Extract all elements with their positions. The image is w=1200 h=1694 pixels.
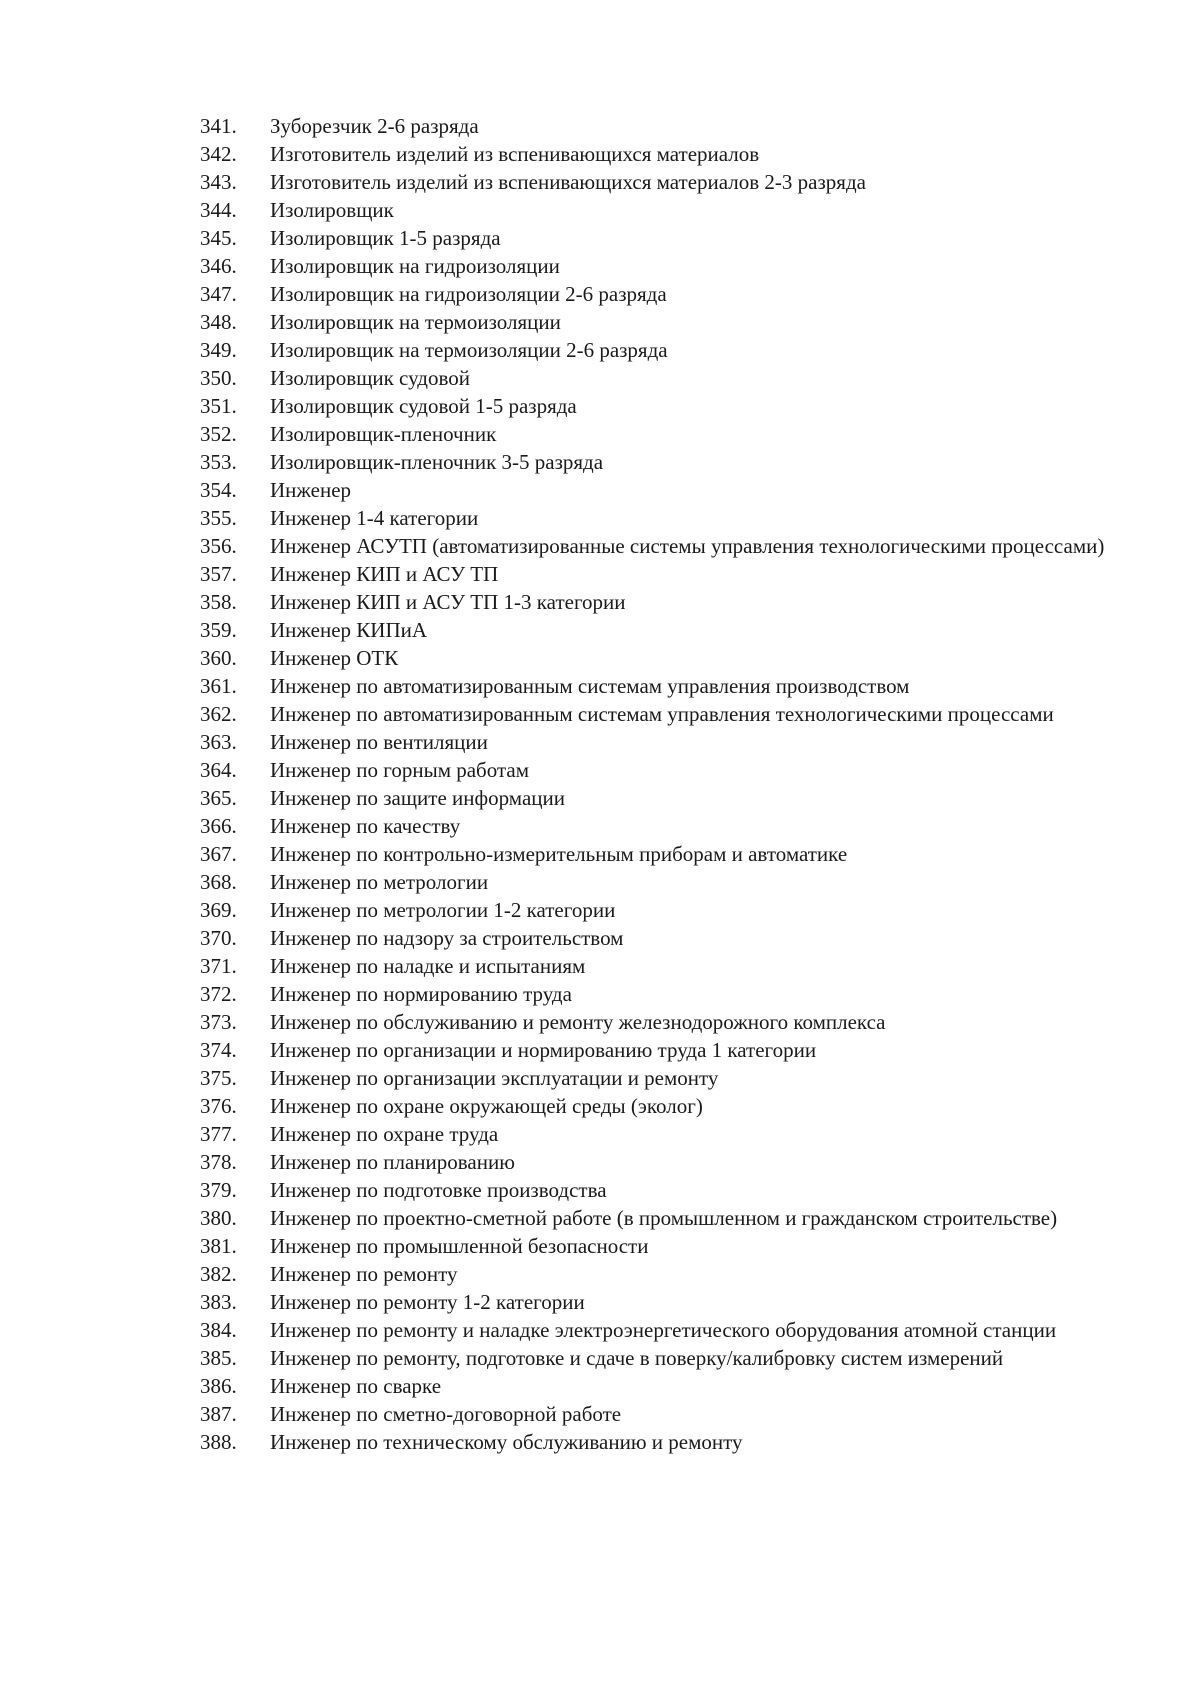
item-text: Инженер по наладке и испытаниям: [270, 954, 586, 978]
item-text: Инженер по техническому обслуживанию и ремонту: [270, 1430, 743, 1454]
item-text: Инженер по ремонту 1-2 категории: [270, 1290, 585, 1314]
item-number: 357.: [200, 562, 237, 586]
item-number: 348.: [200, 310, 237, 334]
list-item: [200, 168, 1120, 196]
item-number: 350.: [200, 366, 237, 390]
item-number: 353.: [200, 450, 237, 474]
list-item: [200, 924, 1120, 952]
item-number: 347.: [200, 282, 237, 306]
item-text: Инженер по надзору за строительством: [270, 926, 624, 950]
item-text: Изолировщик-пленочник 3-5 разряда: [270, 450, 604, 474]
item-number: 370.: [200, 926, 237, 950]
item-text: Инженер 1-4 категории: [270, 506, 479, 530]
item-text: Инженер по ремонту и наладке электроэнергетического оборудования атомной станции: [270, 1318, 1057, 1342]
item-number: 367.: [200, 842, 237, 866]
list-item: [200, 336, 1120, 364]
list-item: [200, 784, 1120, 812]
list-item: [200, 896, 1120, 924]
list-item: [200, 1316, 1120, 1344]
item-text: Инженер по горным работам: [270, 758, 530, 782]
item-text: Инженер по контрольно-измерительным приборам и автоматике: [270, 842, 848, 866]
list-item: [200, 532, 1120, 560]
item-number: 368.: [200, 870, 237, 894]
list-item: [200, 1064, 1120, 1092]
list-item: [200, 140, 1120, 168]
item-number: 382.: [200, 1262, 237, 1286]
item-number: 374.: [200, 1038, 237, 1062]
list-item: [200, 644, 1120, 672]
item-number: 376.: [200, 1094, 237, 1118]
item-text: Изолировщик на гидроизоляции: [270, 254, 560, 278]
list-item: [200, 1288, 1120, 1316]
list-item: [200, 560, 1120, 588]
list-item: [200, 616, 1120, 644]
item-number: 383.: [200, 1290, 237, 1314]
item-text: Инженер КИПиА: [270, 618, 428, 642]
item-text: Инженер по организации и нормированию труда 1 категории: [270, 1038, 817, 1062]
list-item: [200, 812, 1120, 840]
item-text: Инженер по организации эксплуатации и ремонту: [270, 1066, 719, 1090]
list-item: [200, 420, 1120, 448]
item-number: 349.: [200, 338, 237, 362]
list-item: [200, 1092, 1120, 1120]
list-item: [200, 868, 1120, 896]
item-text: Инженер КИП и АСУ ТП 1-3 категории: [270, 590, 626, 614]
item-text: Инженер по охране окружающей среды (эколог): [270, 1094, 703, 1118]
list-item: [200, 504, 1120, 532]
item-text: Инженер по промышленной безопасности: [270, 1234, 649, 1258]
item-number: 387.: [200, 1402, 237, 1426]
item-text: Зуборезчик 2-6 разряда: [270, 114, 479, 138]
item-number: 354.: [200, 478, 237, 502]
list-item: [200, 1344, 1120, 1372]
list-item: [200, 1148, 1120, 1176]
item-text: Инженер по ремонту, подготовке и сдаче в поверку/калибровку систем измерений: [270, 1346, 1004, 1370]
item-number: 369.: [200, 898, 237, 922]
item-number: 342.: [200, 142, 237, 166]
item-text: Изолировщик на термоизоляции: [270, 310, 561, 334]
item-text: Инженер по ремонту: [270, 1262, 458, 1286]
item-number: 345.: [200, 226, 237, 250]
list-item: [200, 1120, 1120, 1148]
item-text: Инженер по сметно-договорной работе: [270, 1402, 622, 1426]
item-text: Инженер по метрологии 1-2 категории: [270, 898, 616, 922]
item-text: Инженер по обслуживанию и ремонту железнодорожного комплекса: [270, 1010, 886, 1034]
list-item: [200, 1008, 1120, 1036]
item-text: Инженер ОТК: [270, 646, 399, 670]
item-number: 346.: [200, 254, 237, 278]
list-item: [200, 308, 1120, 336]
list-item: [200, 1232, 1120, 1260]
item-number: 355.: [200, 506, 237, 530]
list-item: [200, 1372, 1120, 1400]
item-number: 375.: [200, 1066, 237, 1090]
list-item: [200, 700, 1120, 728]
item-number: 380.: [200, 1206, 237, 1230]
item-text: Инженер по автоматизированным системам управления производством: [270, 674, 910, 698]
item-text: Изготовитель изделий из вспенивающихся материалов: [270, 142, 760, 166]
item-number: 344.: [200, 198, 237, 222]
item-number: 366.: [200, 814, 237, 838]
list-item: [200, 448, 1120, 476]
list-item: [200, 1204, 1120, 1232]
list-item: [200, 196, 1120, 224]
item-number: 377.: [200, 1122, 237, 1146]
item-number: 351.: [200, 394, 237, 418]
item-number: 388.: [200, 1430, 237, 1454]
profession-list: [200, 112, 1120, 1456]
item-number: 356.: [200, 534, 237, 558]
item-text: Изолировщик на гидроизоляции 2-6 разряда: [270, 282, 667, 306]
item-number: 385.: [200, 1346, 237, 1370]
item-text: Изолировщик на термоизоляции 2-6 разряда: [270, 338, 668, 362]
item-text: Изготовитель изделий из вспенивающихся материалов 2-3 разряда: [270, 170, 866, 194]
item-text: Изолировщик 1-5 разряда: [270, 226, 501, 250]
item-text: Инженер по качеству: [270, 814, 461, 838]
item-number: 343.: [200, 170, 237, 194]
list-item: [200, 224, 1120, 252]
list-item: [200, 1036, 1120, 1064]
item-number: 341.: [200, 114, 237, 138]
item-text: Изолировщик: [270, 198, 394, 222]
item-number: 358.: [200, 590, 237, 614]
item-text: Изолировщик судовой 1-5 разряда: [270, 394, 577, 418]
item-number: 378.: [200, 1150, 237, 1174]
list-item: [200, 392, 1120, 420]
item-text: Инженер: [270, 478, 352, 502]
item-number: 372.: [200, 982, 237, 1006]
item-text: Инженер по вентиляции: [270, 730, 488, 754]
list-item: [200, 112, 1120, 140]
item-number: 373.: [200, 1010, 237, 1034]
list-item: [200, 1260, 1120, 1288]
item-text: Инженер по защите информации: [270, 786, 565, 810]
item-number: 371.: [200, 954, 237, 978]
item-number: 352.: [200, 422, 237, 446]
item-number: 365.: [200, 786, 237, 810]
item-text: Инженер КИП и АСУ ТП: [270, 562, 499, 586]
list-item: [200, 728, 1120, 756]
list-item: [200, 1176, 1120, 1204]
list-item: [200, 672, 1120, 700]
item-text: Инженер по охране труда: [270, 1122, 499, 1146]
list-item: [200, 364, 1120, 392]
list-item: [200, 980, 1120, 1008]
item-text: Изолировщик судовой: [270, 366, 470, 390]
item-text: Инженер по планированию: [270, 1150, 515, 1174]
item-number: 384.: [200, 1318, 237, 1342]
item-text: Инженер по сварке: [270, 1374, 442, 1398]
list-item: [200, 252, 1120, 280]
list-item: [200, 588, 1120, 616]
item-number: 363.: [200, 730, 237, 754]
item-number: 361.: [200, 674, 237, 698]
item-text: Инженер по автоматизированным системам управления технологическими процессами: [270, 702, 1054, 726]
list-item: [200, 756, 1120, 784]
item-number: 386.: [200, 1374, 237, 1398]
list-item: [200, 952, 1120, 980]
item-number: 379.: [200, 1178, 237, 1202]
item-number: 364.: [200, 758, 237, 782]
item-text: Инженер по метрологии: [270, 870, 489, 894]
item-number: 359.: [200, 618, 237, 642]
list-item: [200, 476, 1120, 504]
list-item: [200, 1428, 1120, 1456]
list-item: [200, 840, 1120, 868]
item-text: Инженер АСУТП (автоматизированные системы управления технологическими процессами): [270, 534, 1105, 558]
item-number: 381.: [200, 1234, 237, 1258]
item-text: Инженер по нормированию труда: [270, 982, 572, 1006]
item-text: Изолировщик-пленочник: [270, 422, 497, 446]
item-number: 362.: [200, 702, 237, 726]
item-text: Инженер по подготовке производства: [270, 1178, 607, 1202]
list-item: [200, 280, 1120, 308]
list-item: [200, 1400, 1120, 1428]
item-number: 360.: [200, 646, 237, 670]
item-text: Инженер по проектно-сметной работе (в промышленном и гражданском строительстве): [270, 1206, 1058, 1230]
